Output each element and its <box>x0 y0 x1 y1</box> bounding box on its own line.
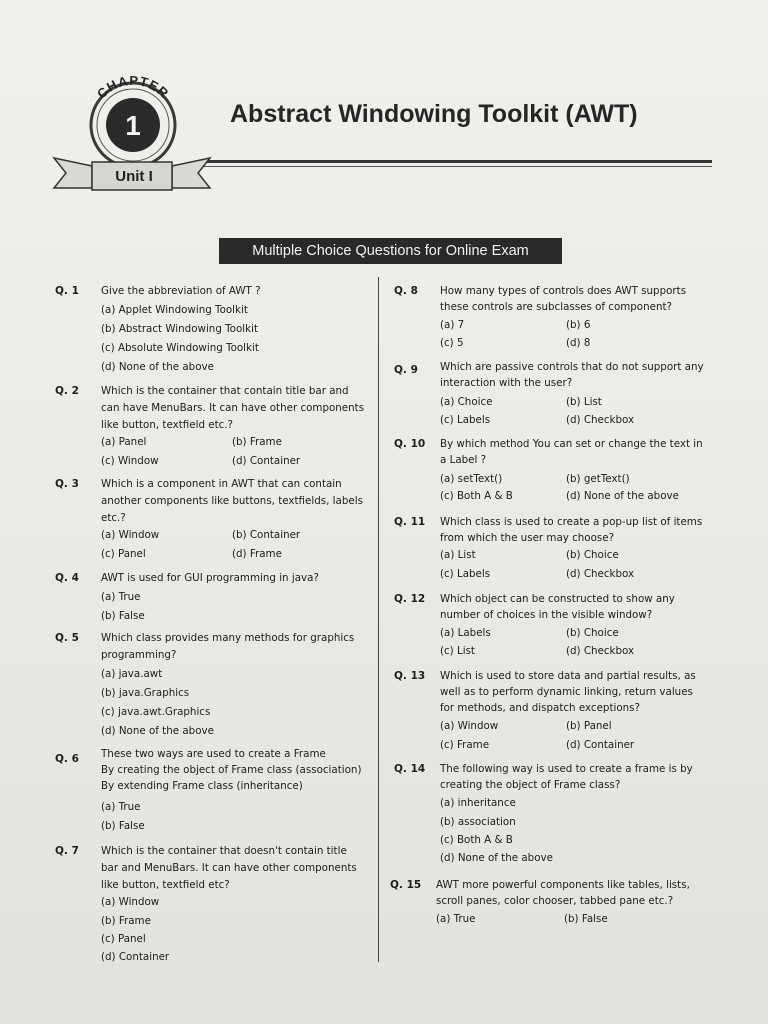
question-7 <box>55 842 375 964</box>
question-number: Q. 8 <box>394 285 418 297</box>
question-text-line-2: can have MenuBars. It can have other components <box>101 402 365 414</box>
question-text-line-2: By creating the object of Frame class (association) <box>101 764 362 776</box>
question-text-line-1: Which class is used to create a pop-up list of items <box>440 516 703 528</box>
question-text-line-2: interaction with the user? <box>440 377 573 389</box>
question-number: Q. 2 <box>55 385 79 397</box>
question-4 <box>55 569 375 627</box>
option-b: (b) getText() <box>566 473 630 485</box>
option-b: (b) False <box>101 820 145 832</box>
option-a: (a) 7 <box>440 319 465 331</box>
option-a: (a) inheritance <box>440 797 516 809</box>
option-c: (c) Both A & B <box>440 834 513 846</box>
question-text-line-3: By extending Frame class (inheritance) <box>101 780 303 792</box>
question-text-line-3: like button, textfield etc? <box>101 879 230 891</box>
question-text: AWT is used for GUI programming in java? <box>101 572 319 584</box>
question-number: Q. 9 <box>394 364 418 376</box>
option-c: (c) Panel <box>101 548 146 560</box>
question-number: Q. 4 <box>55 572 79 584</box>
option-d: (d) None of the above <box>101 361 214 373</box>
question-text-line-2: programming? <box>101 649 177 661</box>
question-number: Q. 3 <box>55 478 79 490</box>
question-8 <box>394 282 714 354</box>
question-6 <box>55 745 375 837</box>
option-d: (d) Checkbox <box>566 568 635 580</box>
option-d: (d) Checkbox <box>566 414 635 426</box>
chapter-word: CHAPTER <box>93 72 173 102</box>
option-b: (b) Choice <box>566 549 619 561</box>
question-text-line-1: AWT more powerful components like tables, lists, <box>436 879 690 891</box>
option-a: (a) True <box>436 913 476 925</box>
option-c: (c) Both A & B <box>440 490 513 502</box>
question-14 <box>394 760 714 868</box>
question-5 <box>55 629 375 744</box>
question-13 <box>394 667 714 757</box>
option-c: (c) Absolute Windowing Toolkit <box>101 342 259 354</box>
option-b: (b) Frame <box>232 436 282 448</box>
option-d: (d) None of the above <box>566 490 679 502</box>
question-text-line-1: These two ways are used to create a Frame <box>101 748 326 760</box>
question-number: Q. 10 <box>394 438 426 450</box>
option-c: (c) Labels <box>440 568 491 580</box>
option-c: (c) Panel <box>101 933 146 945</box>
question-text-line-1: Which is the container that doesn't contain title <box>101 845 347 857</box>
question-3 <box>55 475 375 565</box>
option-d: (d) None of the above <box>101 725 214 737</box>
question-number: Q. 6 <box>55 753 79 765</box>
question-text-line-1: Which class provides many methods for graphics <box>101 632 355 644</box>
option-a: (a) Applet Windowing Toolkit <box>101 304 248 316</box>
question-text-line-3: etc.? <box>101 512 126 524</box>
unit-label: Unit I <box>115 168 153 185</box>
option-a: (a) Window <box>101 529 160 541</box>
question-text-line-1: Which is a component in AWT that can contain <box>101 478 342 490</box>
question-11 <box>394 513 714 585</box>
question-text-line-2: scroll panes, color chooser, tabbed pane etc.? <box>436 895 674 907</box>
title-rule-thin <box>200 166 712 167</box>
question-text-line-2: from which the user may choose? <box>440 532 615 544</box>
option-d: (d) Container <box>101 951 170 963</box>
option-d: (d) Frame <box>232 548 282 560</box>
question-number: Q. 1 <box>55 285 79 297</box>
option-c: (c) Frame <box>440 739 490 751</box>
question-number: Q. 15 <box>390 879 422 891</box>
option-c: (c) java.awt.Graphics <box>101 706 211 718</box>
option-a: (a) Labels <box>440 627 491 639</box>
option-c: (c) 5 <box>440 337 464 349</box>
option-a: (a) List <box>440 549 476 561</box>
question-number: Q. 12 <box>394 593 426 605</box>
question-text-line-3: like button, textfield etc.? <box>101 419 234 431</box>
question-number: Q. 13 <box>394 670 426 682</box>
question-9 <box>394 358 714 430</box>
option-c: (c) List <box>440 645 475 657</box>
svg-text:CHAPTER <box>94 73 172 101</box>
option-b: (b) Choice <box>566 627 619 639</box>
question-text: Give the abbreviation of AWT ? <box>101 285 261 297</box>
question-15 <box>390 876 710 936</box>
question-1 <box>55 282 375 377</box>
option-d: (d) None of the above <box>440 852 553 864</box>
option-c: (c) Labels <box>440 414 491 426</box>
option-b: (b) False <box>564 913 608 925</box>
option-a: (a) True <box>101 591 141 603</box>
question-text-line-1: By which method You can set or change the text in <box>440 438 703 450</box>
option-b: (b) List <box>566 396 602 408</box>
option-b: (b) 6 <box>566 319 591 331</box>
option-d: (d) Checkbox <box>566 645 635 657</box>
option-a: (a) setText() <box>440 473 503 485</box>
question-text-line-2: these controls are subclasses of component? <box>440 301 673 313</box>
option-a: (a) Panel <box>101 436 147 448</box>
question-text-line-1: Which object can be constructed to show any <box>440 593 675 605</box>
option-a: (a) Window <box>440 720 499 732</box>
option-a: (a) java.awt <box>101 668 163 680</box>
question-number: Q. 5 <box>55 632 79 644</box>
question-number: Q. 11 <box>394 516 426 528</box>
question-text-line-3: for methods, and dispatch exceptions? <box>440 702 641 714</box>
option-a: (a) True <box>101 801 141 813</box>
option-b: (b) Panel <box>566 720 612 732</box>
question-10 <box>394 435 714 507</box>
question-text-line-2: bar and MenuBars. It can have other components <box>101 862 357 874</box>
option-b: (b) Abstract Windowing Toolkit <box>101 323 258 335</box>
question-text-line-2: another components like buttons, textfields, labels <box>101 495 363 507</box>
option-a: (a) Window <box>101 896 160 908</box>
question-text-line-2: a Label ? <box>440 454 487 466</box>
question-text-line-1: Which are passive controls that do not support any <box>440 361 704 373</box>
column-divider <box>378 277 379 962</box>
option-b: (b) Container <box>232 529 301 541</box>
question-text-line-2: well as to perform dynamic linking, return values <box>440 686 693 698</box>
option-d: (d) Container <box>566 739 635 751</box>
option-d: (d) 8 <box>566 337 591 349</box>
question-text-line-1: The following way is used to create a frame is by <box>440 763 693 775</box>
option-b: (b) java.Graphics <box>101 687 190 699</box>
question-text-line-2: number of choices in the visible window? <box>440 609 653 621</box>
option-c: (c) Window <box>101 455 159 467</box>
question-number: Q. 7 <box>55 845 79 857</box>
section-banner: Multiple Choice Questions for Online Exam <box>219 238 562 264</box>
option-b: (b) False <box>101 610 145 622</box>
question-12 <box>394 590 714 662</box>
option-b: (b) Frame <box>101 915 151 927</box>
chapter-title: Abstract Windowing Toolkit (AWT) <box>230 100 638 128</box>
question-text-line-2: creating the object of Frame class? <box>440 779 621 791</box>
question-number: Q. 14 <box>394 763 426 775</box>
chapter-number: 1 <box>125 110 141 141</box>
question-text-line-1: Which is used to store data and partial results, as <box>440 670 696 682</box>
question-2 <box>55 382 375 472</box>
option-a: (a) Choice <box>440 396 493 408</box>
title-rule <box>200 160 712 163</box>
option-b: (b) association <box>440 816 516 828</box>
option-d: (d) Container <box>232 455 301 467</box>
question-text-line-1: Which is the container that contain title bar and <box>101 385 349 397</box>
question-text-line-1: How many types of controls does AWT supports <box>440 285 687 297</box>
